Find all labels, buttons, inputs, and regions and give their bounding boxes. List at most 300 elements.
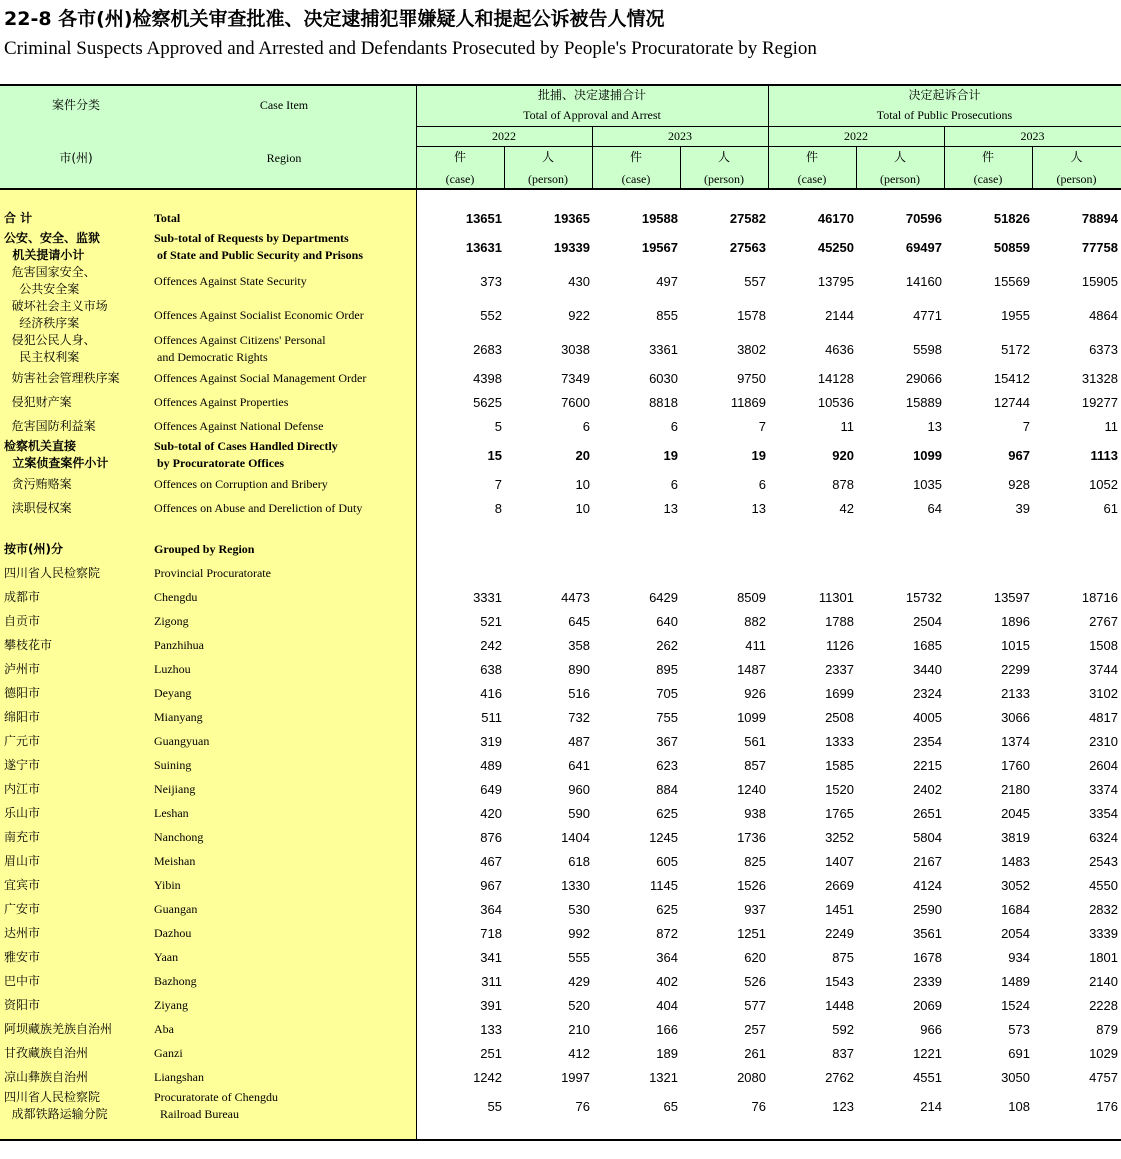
table-cell: 649 bbox=[480, 781, 502, 797]
table-cell: 1113 bbox=[1090, 447, 1118, 463]
table-cell: 2339 bbox=[913, 973, 942, 989]
table-cell: 46170 bbox=[817, 210, 854, 226]
table-cell: 19339 bbox=[553, 239, 590, 255]
table-cell: 2508 bbox=[825, 709, 854, 725]
table-cell: 6324 bbox=[1089, 829, 1118, 845]
row-label-cn: 民主权利案 bbox=[4, 350, 80, 364]
table-cell: 364 bbox=[480, 901, 502, 917]
row-label-cn: 侵犯公民人身、 bbox=[4, 333, 96, 347]
row-label-en: Offences on Corruption and Bribery bbox=[154, 476, 328, 491]
table-cell: 2604 bbox=[1089, 757, 1118, 773]
table-cell: 487 bbox=[568, 733, 590, 749]
table-cell: 31328 bbox=[1081, 370, 1118, 386]
row-label-cn: 危害国家安全、 bbox=[4, 265, 96, 279]
row-label-cn: 攀枝花市 bbox=[4, 637, 53, 652]
row-label-cn: 立案侦查案件小计 bbox=[4, 456, 109, 470]
table-cell: 13631 bbox=[465, 239, 502, 255]
table-cell: 13 bbox=[927, 418, 942, 434]
row-label-en: Chengdu bbox=[154, 589, 198, 604]
table-cell: 42 bbox=[839, 500, 854, 516]
table-cell: 65 bbox=[663, 1098, 678, 1114]
table-cell: 1997 bbox=[561, 1069, 590, 1085]
table-cell: 520 bbox=[568, 997, 590, 1013]
table-cell: 875 bbox=[832, 949, 854, 965]
table-cell: 1407 bbox=[825, 853, 854, 869]
table-cell: 364 bbox=[656, 949, 678, 965]
table-cell: 1955 bbox=[1001, 307, 1030, 323]
table-cell: 13795 bbox=[817, 273, 854, 289]
table-cell: 15412 bbox=[993, 370, 1030, 386]
header-unit-case-en: (case) bbox=[445, 172, 475, 186]
table-cell: 11301 bbox=[818, 589, 854, 605]
table-cell: 1699 bbox=[825, 685, 854, 701]
table-cell: 1543 bbox=[825, 973, 854, 989]
table-cell: 358 bbox=[568, 637, 590, 653]
table-cell: 920 bbox=[832, 447, 854, 463]
table-cell: 8 bbox=[494, 500, 502, 516]
table-cell: 15569 bbox=[993, 273, 1030, 289]
table-cell: 2249 bbox=[825, 925, 854, 941]
row-label-en: Meishan bbox=[154, 853, 196, 868]
table-cell: 404 bbox=[656, 997, 678, 1013]
row-label-cn: 雅安市 bbox=[4, 949, 41, 964]
table-cell: 39 bbox=[1015, 500, 1030, 516]
table-cell: 6429 bbox=[649, 589, 678, 605]
row-label-cn: 妨害社会管理秩序案 bbox=[4, 370, 120, 385]
table-cell: 3744 bbox=[1089, 661, 1118, 677]
table-cell: 2080 bbox=[737, 1069, 766, 1085]
table-cell: 2669 bbox=[825, 877, 854, 893]
table-cell: 2337 bbox=[825, 661, 854, 677]
table-cell: 8509 bbox=[737, 589, 766, 605]
header-case-category: 案件分类 bbox=[51, 98, 100, 112]
row-label-en: Grouped by Region bbox=[154, 541, 255, 556]
table-cell: 13597 bbox=[993, 589, 1030, 605]
table-cell: 967 bbox=[480, 877, 502, 893]
table-cell: 620 bbox=[744, 949, 766, 965]
row-label-en: and Democratic Rights bbox=[154, 350, 268, 364]
row-label-en: Guangan bbox=[154, 901, 198, 916]
table-cell: 50859 bbox=[993, 239, 1030, 255]
table-cell: 6 bbox=[670, 418, 678, 434]
row-label-en: Railroad Bureau bbox=[154, 1107, 239, 1121]
row-label-cn: 经济秩序案 bbox=[4, 316, 80, 330]
table-cell: 1029 bbox=[1089, 1045, 1118, 1061]
table-cell: 15732 bbox=[905, 589, 942, 605]
table-cell: 590 bbox=[568, 805, 590, 821]
table-cell: 367 bbox=[656, 733, 678, 749]
table-cell: 430 bbox=[568, 273, 590, 289]
table-cell: 705 bbox=[656, 685, 678, 701]
table-cell: 3339 bbox=[1089, 925, 1118, 941]
table-cell: 1251 bbox=[737, 925, 766, 941]
table-cell: 3819 bbox=[1001, 829, 1030, 845]
table-cell: 1015 bbox=[1001, 637, 1030, 653]
header-unit-case-en: (case) bbox=[621, 172, 651, 186]
table-cell: 1451 bbox=[825, 901, 854, 917]
header-year: 2022 bbox=[844, 129, 868, 143]
table-cell: 2133 bbox=[1001, 685, 1030, 701]
row-label-cn: 眉山市 bbox=[4, 853, 41, 868]
header-group-arrest-cn: 批捕、决定逮捕合计 bbox=[537, 88, 646, 102]
table-cell: 6 bbox=[758, 476, 766, 492]
row-label-cn: 危害国防利益案 bbox=[4, 418, 96, 433]
table-cell: 552 bbox=[480, 307, 502, 323]
row-label-en: Neijiang bbox=[154, 781, 196, 796]
table-cell: 29066 bbox=[905, 370, 942, 386]
row-label-en: Yibin bbox=[154, 877, 181, 892]
table-cell: 20 bbox=[575, 447, 590, 463]
table-cell: 1126 bbox=[826, 637, 854, 653]
row-label-en: Liangshan bbox=[154, 1069, 204, 1084]
table-cell: 645 bbox=[568, 613, 590, 629]
table-cell: 3331 bbox=[473, 589, 502, 605]
table-cell: 625 bbox=[656, 901, 678, 917]
table-cell: 3361 bbox=[649, 341, 678, 357]
table-cell: 2354 bbox=[913, 733, 942, 749]
row-label-cn: 绵阳市 bbox=[4, 709, 41, 724]
table-cell: 14160 bbox=[905, 273, 942, 289]
row-label-cn: 阿坝藏族羌族自治州 bbox=[4, 1021, 113, 1036]
table-cell: 2543 bbox=[1089, 853, 1118, 869]
table-cell: 2504 bbox=[913, 613, 942, 629]
table-cell: 557 bbox=[744, 273, 766, 289]
row-label-en: Offences on Abuse and Dereliction of Duty bbox=[154, 500, 363, 515]
table-cell: 420 bbox=[480, 805, 502, 821]
table-cell: 1788 bbox=[825, 613, 854, 629]
row-label-en: Ziyang bbox=[154, 997, 188, 1012]
row-label-cn: 按市(州)分 bbox=[4, 541, 63, 556]
row-label-cn: 乐山市 bbox=[4, 805, 41, 820]
table-cell: 1240 bbox=[737, 781, 766, 797]
table-cell: 15889 bbox=[905, 394, 942, 410]
table-cell: 402 bbox=[656, 973, 678, 989]
table-cell: 4124 bbox=[913, 877, 942, 893]
table-cell: 1578 bbox=[737, 307, 766, 323]
row-label-en: Suining bbox=[154, 757, 192, 772]
table-cell: 511 bbox=[481, 709, 502, 725]
table-cell: 623 bbox=[656, 757, 678, 773]
table-cell: 15905 bbox=[1081, 273, 1118, 289]
table-cell: 489 bbox=[480, 757, 502, 773]
row-label-cn: 四川省人民检察院 bbox=[4, 1090, 101, 1104]
table-cell: 10 bbox=[575, 500, 590, 516]
table-cell: 11869 bbox=[730, 394, 766, 410]
table-cell: 1801 bbox=[1089, 949, 1118, 965]
row-label-en: Sub-total of Requests by Departments bbox=[154, 231, 349, 245]
table-cell: 13 bbox=[751, 500, 766, 516]
table-cell: 2228 bbox=[1089, 997, 1118, 1013]
row-label-en: Offences Against National Defense bbox=[154, 418, 324, 433]
table-cell: 2832 bbox=[1089, 901, 1118, 917]
header-unit-case-cn: 件 bbox=[453, 150, 466, 164]
table-cell: 319 bbox=[480, 733, 502, 749]
table-cell: 14128 bbox=[817, 370, 854, 386]
row-label-cn: 成都市 bbox=[4, 589, 41, 604]
table-cell: 1526 bbox=[737, 877, 766, 893]
table-cell: 755 bbox=[656, 709, 678, 725]
table-cell: 5 bbox=[494, 418, 502, 434]
header-unit-case-cn: 件 bbox=[981, 150, 994, 164]
row-label-en: Mianyang bbox=[154, 709, 203, 724]
row-label-cn: 德阳市 bbox=[4, 685, 41, 700]
table-cell: 76 bbox=[751, 1098, 766, 1114]
table-cell: 2762 bbox=[825, 1069, 854, 1085]
table-cell: 27582 bbox=[729, 210, 766, 226]
header-group-arrest-en: Total of Approval and Arrest bbox=[523, 108, 661, 122]
table-cell: 3374 bbox=[1089, 781, 1118, 797]
table-cell: 1765 bbox=[825, 805, 854, 821]
header-unit-person-en: (person) bbox=[704, 172, 744, 186]
table-cell: 732 bbox=[568, 709, 590, 725]
row-label-cn: 达州市 bbox=[4, 925, 41, 940]
table-cell: 895 bbox=[656, 661, 678, 677]
table-cell: 45250 bbox=[817, 239, 854, 255]
table-cell: 6 bbox=[670, 476, 678, 492]
row-label-cn: 广元市 bbox=[4, 733, 41, 748]
table-cell: 64 bbox=[927, 500, 942, 516]
table-cell: 210 bbox=[568, 1021, 590, 1037]
table-cell: 189 bbox=[656, 1045, 678, 1061]
row-label-cn: 公安、安全、监狱 bbox=[4, 231, 101, 245]
header-group-prosecution-en: Total of Public Prosecutions bbox=[876, 108, 1013, 122]
table-cell: 78894 bbox=[1081, 210, 1118, 226]
table-cell: 6 bbox=[582, 418, 590, 434]
table-cell: 19567 bbox=[641, 239, 678, 255]
header-unit-case-cn: 件 bbox=[629, 150, 642, 164]
table-cell: 19588 bbox=[641, 210, 678, 226]
table-cell: 19365 bbox=[553, 210, 590, 226]
table-cell: 638 bbox=[480, 661, 502, 677]
table-cell: 4636 bbox=[825, 341, 854, 357]
table-cell: 1321 bbox=[649, 1069, 678, 1085]
row-label-cn: 渎职侵权案 bbox=[4, 500, 72, 515]
table-cell: 555 bbox=[568, 949, 590, 965]
table-cell: 11 bbox=[840, 418, 854, 434]
row-label-en: Procuratorate of Chengdu bbox=[154, 1090, 278, 1104]
table-cell: 1487 bbox=[737, 661, 766, 677]
table-cell: 1736 bbox=[737, 829, 766, 845]
table-cell: 592 bbox=[832, 1021, 854, 1037]
bottom-rule bbox=[0, 1139, 1121, 1141]
row-label-en: Offences Against Properties bbox=[154, 394, 289, 409]
table-cell: 1585 bbox=[825, 757, 854, 773]
table-cell: 2767 bbox=[1089, 613, 1118, 629]
table-cell: 934 bbox=[1008, 949, 1030, 965]
table-cell: 1333 bbox=[825, 733, 854, 749]
row-label-en: Yaan bbox=[154, 949, 179, 964]
table-cell: 1099 bbox=[737, 709, 766, 725]
table-cell: 7600 bbox=[561, 394, 590, 410]
header-unit-case-en: (case) bbox=[973, 172, 1003, 186]
table-cell: 166 bbox=[656, 1021, 678, 1037]
table-cell: 61 bbox=[1103, 500, 1118, 516]
table-cell: 467 bbox=[480, 853, 502, 869]
table-cell: 311 bbox=[481, 973, 502, 989]
table-cell: 2651 bbox=[913, 805, 942, 821]
row-label-en: Offences Against Socialist Economic Order bbox=[154, 307, 364, 322]
table-cell: 76 bbox=[575, 1098, 590, 1114]
row-label-cn: 广安市 bbox=[4, 901, 41, 916]
header-unit-person-en: (person) bbox=[1056, 172, 1097, 186]
table-cell: 108 bbox=[1008, 1098, 1030, 1114]
table-cell: 214 bbox=[920, 1098, 942, 1114]
table-cell: 1508 bbox=[1089, 637, 1118, 653]
table-cell: 7 bbox=[494, 476, 502, 492]
table-cell: 4398 bbox=[473, 370, 502, 386]
row-label-cn: 南充市 bbox=[4, 829, 41, 844]
table-cell: 4551 bbox=[913, 1069, 942, 1085]
row-label-cn: 资阳市 bbox=[4, 997, 41, 1012]
table-cell: 625 bbox=[656, 805, 678, 821]
table-cell: 4771 bbox=[913, 307, 942, 323]
table-cell: 412 bbox=[568, 1045, 590, 1061]
header-region-cn: 市(州) bbox=[59, 151, 93, 165]
header-year: 2023 bbox=[1020, 129, 1045, 143]
table-cell: 928 bbox=[1008, 476, 1030, 492]
table-cell: 4757 bbox=[1089, 1069, 1118, 1085]
table-cell: 2045 bbox=[1001, 805, 1030, 821]
table-cell: 13 bbox=[663, 500, 678, 516]
header-unit-person-en: (person) bbox=[880, 172, 920, 186]
row-label-en: Ganzi bbox=[154, 1045, 183, 1060]
table-cell: 922 bbox=[568, 307, 590, 323]
table-cell: 5804 bbox=[913, 829, 942, 845]
table-cell: 261 bbox=[744, 1045, 766, 1061]
header-year: 2022 bbox=[492, 129, 516, 143]
table-cell: 521 bbox=[480, 613, 502, 629]
table-cell: 890 bbox=[568, 661, 590, 677]
table-cell: 2324 bbox=[913, 685, 942, 701]
row-label-en: Leshan bbox=[154, 805, 189, 820]
table-cell: 2402 bbox=[913, 781, 942, 797]
table-cell: 937 bbox=[744, 901, 766, 917]
row-label-cn: 破坏社会主义市场 bbox=[4, 299, 108, 313]
table-cell: 429 bbox=[568, 973, 590, 989]
table-cell: 69497 bbox=[905, 239, 942, 255]
table-cell: 1242 bbox=[473, 1069, 502, 1085]
table-cell: 9750 bbox=[737, 370, 766, 386]
table-cell: 3802 bbox=[737, 341, 766, 357]
table-cell: 1221 bbox=[913, 1045, 942, 1061]
table-cell: 1896 bbox=[1001, 613, 1030, 629]
header-group-prosecution-cn: 决定起诉合计 bbox=[908, 88, 981, 102]
row-label-cn: 检察机关直接 bbox=[4, 439, 77, 453]
table-cell: 2144 bbox=[825, 307, 854, 323]
table-cell: 1520 bbox=[825, 781, 854, 797]
row-label-en: Nanchong bbox=[154, 829, 204, 844]
table-cell: 718 bbox=[480, 925, 502, 941]
table-cell: 1448 bbox=[825, 997, 854, 1013]
table-cell: 872 bbox=[656, 925, 678, 941]
table-cell: 618 bbox=[568, 853, 590, 869]
table-cell: 1685 bbox=[913, 637, 942, 653]
row-label-en: Offences Against Social Management Order bbox=[154, 370, 367, 385]
header-region-en: Region bbox=[266, 151, 302, 165]
table-cell: 1099 bbox=[913, 447, 942, 463]
row-label-cn: 巴中市 bbox=[4, 973, 41, 988]
table-cell: 641 bbox=[568, 757, 590, 773]
row-label-en: Bazhong bbox=[154, 973, 197, 988]
row-label-en: Luzhou bbox=[154, 661, 191, 676]
table-cell: 4473 bbox=[561, 589, 590, 605]
table-cell: 1678 bbox=[913, 949, 942, 965]
table-cell: 411 bbox=[745, 637, 766, 653]
table-cell: 1483 bbox=[1001, 853, 1030, 869]
table-cell: 8818 bbox=[649, 394, 678, 410]
table-cell: 51826 bbox=[993, 210, 1030, 226]
table-cell: 605 bbox=[656, 853, 678, 869]
row-label-en: Guangyuan bbox=[154, 733, 210, 748]
row-label-en: of State and Public Security and Prisons bbox=[154, 248, 364, 262]
table-cell: 391 bbox=[480, 997, 502, 1013]
table-cell: 3050 bbox=[1001, 1069, 1030, 1085]
table-cell: 7349 bbox=[561, 370, 590, 386]
row-label-en: Provincial Procuratorate bbox=[154, 565, 271, 580]
header-case-item: Case Item bbox=[259, 98, 309, 112]
table-cell: 2310 bbox=[1089, 733, 1118, 749]
page-title-en: Criminal Suspects Approved and Arrested and Defendants Prosecuted by People's Procuratorate by Region bbox=[4, 38, 817, 59]
row-label-cn: 遂宁市 bbox=[4, 757, 41, 772]
header-unit-person-cn: 人 bbox=[717, 150, 730, 164]
row-label-en: by Procuratorate Offices bbox=[154, 456, 285, 470]
table-cell: 1684 bbox=[1001, 901, 1030, 917]
table-cell: 573 bbox=[1008, 1021, 1030, 1037]
table-cell: 77758 bbox=[1081, 239, 1118, 255]
table-cell: 3038 bbox=[561, 341, 590, 357]
table-cell: 373 bbox=[480, 273, 502, 289]
table-cell: 4550 bbox=[1089, 877, 1118, 893]
page-title-cn: 22-8 各市(州)检察机关审查批准、决定逮捕犯罪嫌疑人和提起公诉被告人情况 bbox=[4, 8, 665, 30]
table-cell: 966 bbox=[920, 1021, 942, 1037]
table-cell: 15 bbox=[487, 447, 502, 463]
table-cell: 2167 bbox=[913, 853, 942, 869]
table-cell: 691 bbox=[1008, 1045, 1030, 1061]
table-cell: 2054 bbox=[1001, 925, 1030, 941]
header-year: 2023 bbox=[668, 129, 692, 143]
row-label-cn: 宜宾市 bbox=[4, 877, 41, 892]
table-cell: 855 bbox=[656, 307, 678, 323]
table-cell: 1524 bbox=[1001, 997, 1030, 1013]
header-unit-person-cn: 人 bbox=[1070, 150, 1083, 164]
table-cell: 825 bbox=[744, 853, 766, 869]
table-cell: 1245 bbox=[649, 829, 678, 845]
row-label-cn: 侵犯财产案 bbox=[4, 394, 72, 409]
table-cell: 876 bbox=[480, 829, 502, 845]
row-label-cn: 成都铁路运输分院 bbox=[4, 1107, 108, 1121]
table-cell: 27563 bbox=[729, 239, 766, 255]
table-cell: 5625 bbox=[473, 394, 502, 410]
table-cell: 123 bbox=[832, 1098, 854, 1114]
row-label-en: Offences Against State Security bbox=[154, 273, 307, 288]
row-label-cn: 贪污贿赂案 bbox=[4, 476, 72, 491]
table-cell: 55 bbox=[487, 1098, 502, 1114]
table-cell: 1052 bbox=[1089, 476, 1118, 492]
header-unit-person-en: (person) bbox=[528, 172, 568, 186]
table-cell: 2299 bbox=[1001, 661, 1030, 677]
table-cell: 176 bbox=[1096, 1098, 1118, 1114]
table-cell: 2140 bbox=[1089, 973, 1118, 989]
table-cell: 497 bbox=[656, 273, 678, 289]
row-label-cn: 内江市 bbox=[4, 781, 41, 796]
table-cell: 938 bbox=[744, 805, 766, 821]
table-cell: 7 bbox=[758, 418, 766, 434]
table-cell: 1404 bbox=[561, 829, 590, 845]
row-label-en: Total bbox=[154, 210, 181, 225]
table-cell: 6373 bbox=[1089, 341, 1118, 357]
table-cell: 19 bbox=[751, 447, 766, 463]
table-cell: 4817 bbox=[1089, 709, 1118, 725]
